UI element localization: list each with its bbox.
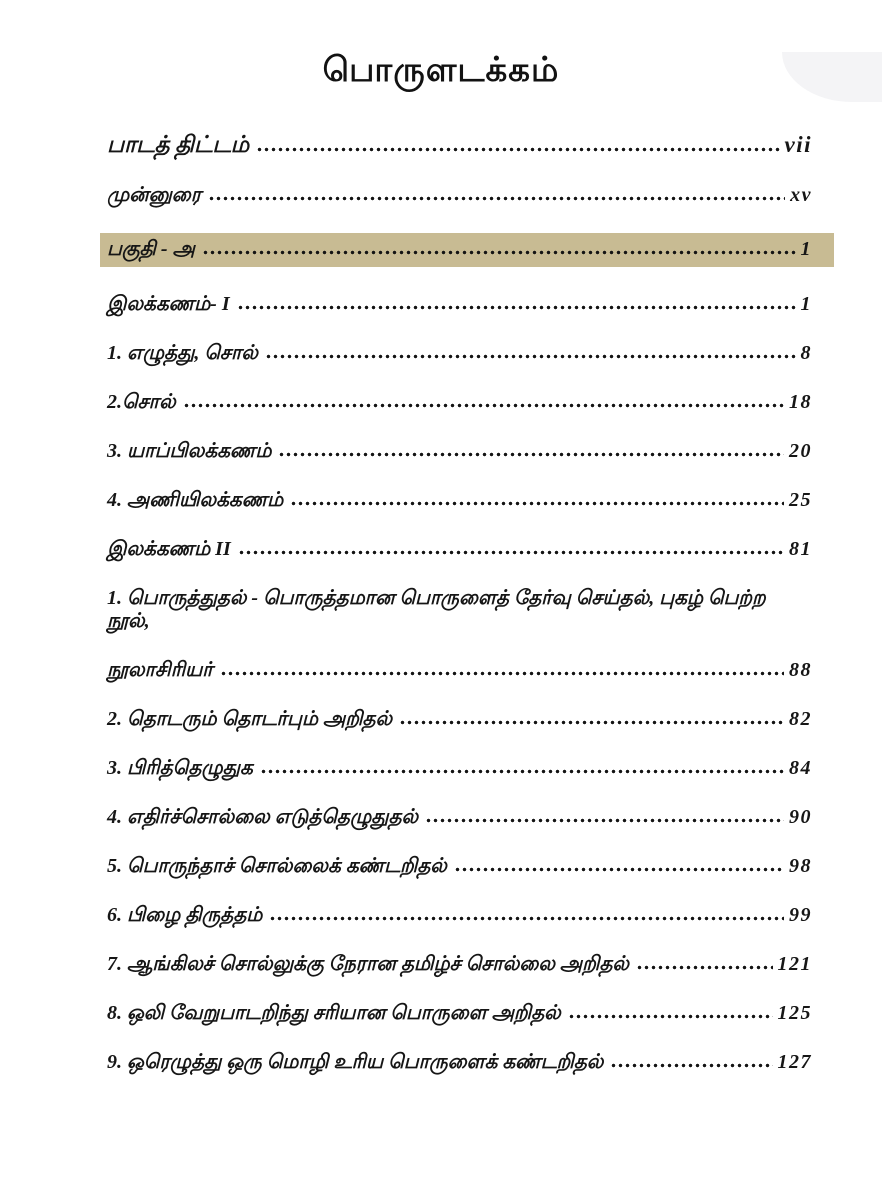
toc-entry-page-number: 1 xyxy=(800,293,812,316)
table-of-contents xyxy=(107,132,812,1074)
toc-entry-label: பாடத் திட்டம் xyxy=(107,132,250,157)
toc-entry-label: 9. ஒரெழுத்து ஒரு மொழி உரிய பொருளைக் கண்டறிதல் xyxy=(107,1051,604,1074)
toc-row xyxy=(107,757,812,780)
dot-leader xyxy=(454,867,784,872)
toc-entry-page-number: 90 xyxy=(789,806,812,829)
toc-entry-page-number: 81 xyxy=(789,538,812,561)
dot-leader xyxy=(220,671,784,676)
toc-entry-page-number: 98 xyxy=(789,855,812,878)
toc-entry-page-number: 84 xyxy=(789,757,812,780)
toc-entry-label: 3. பிரித்தெழுதுக xyxy=(107,757,253,780)
toc-row xyxy=(107,440,812,463)
toc-entry-label: 2. தொடரும் தொடர்பும் அறிதல் xyxy=(107,708,393,731)
dot-leader xyxy=(265,354,795,359)
dot-leader xyxy=(636,965,773,970)
toc-entry-page-number: 121 xyxy=(777,953,812,976)
toc-row xyxy=(107,708,812,731)
toc-entry-label: இலக்கணம் II xyxy=(107,538,231,561)
dot-leader xyxy=(256,147,779,152)
dot-leader xyxy=(290,501,784,506)
dot-leader xyxy=(399,720,784,725)
toc-entry-label: 2.சொல் xyxy=(107,391,176,414)
toc-row xyxy=(107,806,812,829)
toc-entry-label: முன்னுரை xyxy=(107,184,202,207)
dot-leader xyxy=(183,403,784,408)
toc-entry-label: 5. பொருந்தாச் சொல்லைக் கண்டறிதல் xyxy=(107,855,447,878)
toc-entry-label: 4. அணியிலக்கணம் xyxy=(107,489,284,512)
toc-row xyxy=(107,391,812,414)
toc-entry-page-number: 88 xyxy=(789,659,812,682)
toc-row xyxy=(107,489,812,512)
toc-row xyxy=(107,953,812,976)
toc-entry-page-number: 18 xyxy=(789,391,812,414)
toc-entry-label: 3. யாப்பிலக்கணம் xyxy=(107,440,272,463)
dot-leader xyxy=(260,769,784,774)
dot-leader xyxy=(425,818,784,823)
toc-entry-page-number: xv xyxy=(790,184,812,207)
toc-row-highlighted xyxy=(100,233,834,267)
toc-entry-page-number: 82 xyxy=(789,708,812,731)
toc-row xyxy=(107,184,812,207)
toc-row xyxy=(107,132,812,158)
dot-leader xyxy=(278,452,784,457)
toc-entry-page-number: vii xyxy=(784,132,812,157)
page-title: பொருளடக்கம் xyxy=(322,52,560,89)
toc-entry-label: 4. எதிர்ச்சொல்லை எடுத்தெழுதுதல் xyxy=(107,806,419,829)
toc-row xyxy=(107,855,812,878)
toc-entry-label: 8. ஒலி வேறுபாடறிந்து சரியான பொருளை அறிதல் xyxy=(107,1002,561,1025)
toc-entry-page-number: 127 xyxy=(777,1051,812,1074)
dot-leader xyxy=(237,305,796,310)
toc-row xyxy=(107,1002,812,1025)
toc-entry-page-number: 1 xyxy=(800,238,812,261)
toc-entry-label: பகுதி - அ xyxy=(107,238,195,261)
toc-entry-page-number: 20 xyxy=(789,440,812,463)
dot-leader xyxy=(269,916,784,921)
toc-entry-page-number: 25 xyxy=(789,489,812,512)
toc-entry-page-number: 125 xyxy=(777,1002,812,1025)
toc-entry-wrapped-line1: 1. பொருத்துதல் - பொருத்தமான பொருளைத் தேர்வு செய்தல், புகழ் பெற்ற நூல், xyxy=(107,587,766,633)
toc-entry-label: நூலாசிரியர் xyxy=(107,659,213,682)
window-corner-decoration xyxy=(782,52,882,102)
dot-leader xyxy=(238,550,784,555)
toc-entry-page-number: 99 xyxy=(789,904,812,927)
toc-entry-label: 1. எழுத்து, சொல் xyxy=(107,342,259,365)
toc-entry-label: 6. பிழை திருத்தம் xyxy=(107,904,263,927)
toc-row xyxy=(107,904,812,927)
toc-entry-page-number: 8 xyxy=(800,342,812,365)
toc-row xyxy=(107,1051,812,1074)
toc-entry-label: இலக்கணம்- I xyxy=(107,293,230,316)
toc-row xyxy=(107,659,812,682)
toc-row xyxy=(107,293,812,316)
toc-entry-label: 7. ஆங்கிலச் சொல்லுக்கு நேரான தமிழ்ச் சொல்லை அறிதல் xyxy=(107,953,629,976)
toc-row xyxy=(107,342,812,365)
dot-leader xyxy=(208,196,785,201)
dot-leader xyxy=(568,1014,773,1019)
dot-leader xyxy=(610,1063,772,1068)
dot-leader xyxy=(202,250,796,255)
toc-row xyxy=(107,538,812,561)
